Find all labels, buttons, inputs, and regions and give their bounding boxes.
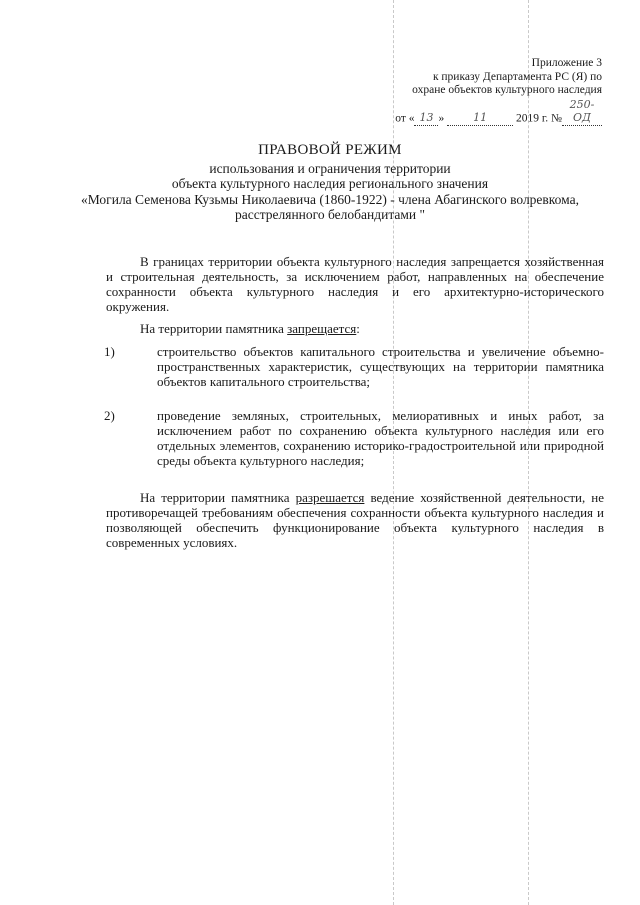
paragraph-prohibited-intro: На территории памятника запрещается: — [140, 321, 360, 336]
title-line: объекта культурного наследия регионального значения — [171, 176, 489, 191]
list-item-text: проведение земляных, строительных, мелиоративных и иных работ, за исключением работ по сохранению объекта культурного наследия или его отдельных элементов, сохранению историко-градостроительной или природной среды объекта культурного наследия; — [157, 408, 604, 468]
paragraph-permitted: На территории памятника разрешается ведение хозяйственной деятельности, не противоречащей требованиям обеспечения сохранности объекта культурного наследия и позволяющей обеспечить функционирование объекта культурного наследия в современных условиях. — [106, 490, 604, 550]
appendix-date-line: от « 13 » 11 2019 г. №250-ОД — [342, 98, 602, 126]
paragraph-boundaries: В границах территории объекта культурного наследия запрещается хозяйственная и строительная деятельность, за исключением работ, направленных на обеспечение сохранности объекта культурного наследия и его архитектурно-исторического окружения. — [106, 254, 604, 314]
keyword-prohibited: запрещается — [287, 321, 357, 336]
handwritten-day: 13 — [414, 111, 438, 126]
title-main: ПРАВОВОЙ РЕЖИМ — [258, 142, 402, 158]
document-title — [60, 143, 600, 223]
keyword-permitted: разрешается — [295, 490, 365, 505]
list-item-text: строительство объектов капитального строительства и увеличение объемно-пространственных характеристик, существующих на территории памятника объектов капитального строительства; — [157, 344, 604, 389]
handwritten-month: 11 — [447, 111, 513, 126]
appendix-line: Приложение 3 — [531, 57, 602, 69]
appendix-header — [342, 57, 602, 126]
title-line: расстрелянного белобандитами " — [234, 207, 426, 222]
appendix-line: охране объектов культурного наследия — [412, 84, 602, 96]
appendix-line: к приказу Департамента РС (Я) по — [432, 70, 602, 83]
title-line: использования и ограничения территории — [209, 160, 451, 176]
list-item-number: 1) — [104, 344, 115, 359]
title-line: «Могила Семенова Кузьмы Николаевича (1860-1922) - члена Абагинского волревкома, — [81, 191, 579, 207]
handwritten-number: 250-ОД — [562, 98, 602, 126]
list-item-number: 2) — [104, 408, 115, 423]
